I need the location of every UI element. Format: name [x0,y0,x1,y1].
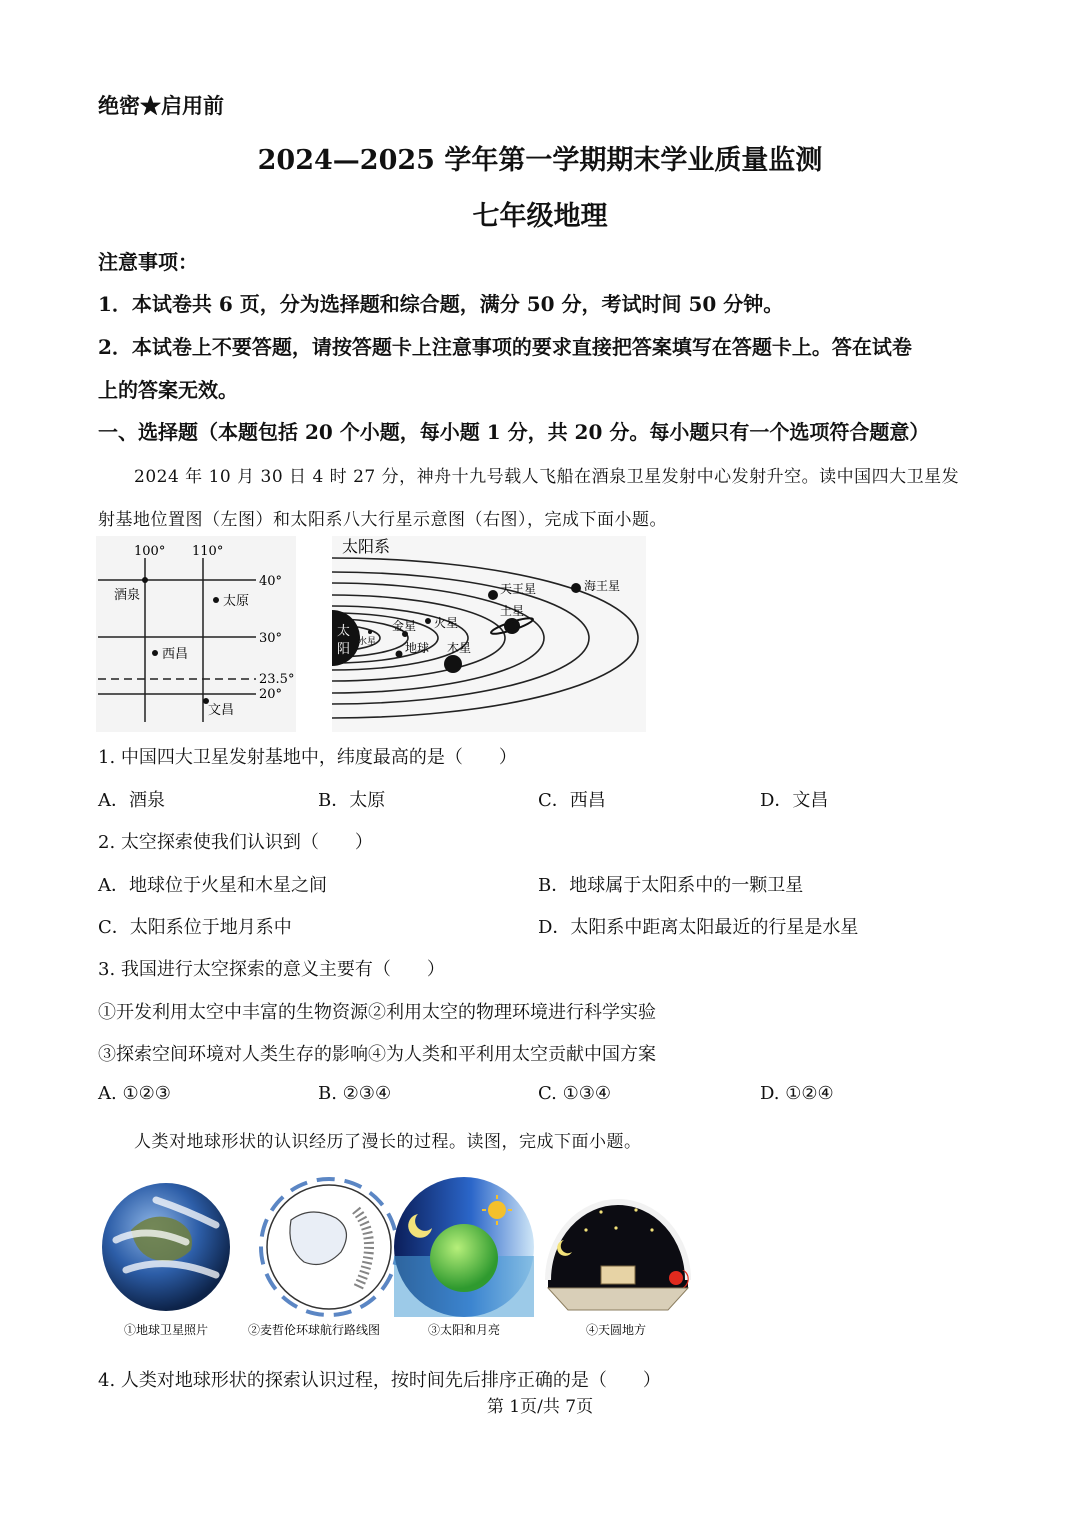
passage-1-line-1: 2024 年 10 月 30 日 4 时 27 分，神舟十九号载人飞船在酒泉卫星发射中心发射升空。读中国四大卫星发 [134,467,960,487]
passage-2: 人类对地球形状的认识经历了漫长的过程。读图，完成下面小题。 [134,1132,642,1152]
square-earth-icon [601,1266,635,1284]
notes-item-2-cont: 上的答案无效。 [98,378,238,402]
red-sun-icon [669,1271,683,1285]
q1-option-c: C．西昌 [538,790,606,811]
solar-title: 太阳系 [342,537,391,556]
venus-label: 金星 [392,619,417,633]
q3-statement-line-1: ①开发利用太空中丰富的生物资源②利用太空的物理环境进行科学实验 [98,1002,656,1023]
xichang-label: 西昌 [162,647,189,662]
q1-option-d: D．文昌 [760,790,829,811]
mercury-icon [368,630,372,634]
flat-earth-base [548,1288,688,1310]
neptune-label: 海王星 [584,579,621,593]
neptune-icon [571,583,581,593]
mars-icon [425,618,431,624]
saturn-label: 土星 [500,604,525,618]
taiyuan-dot [213,597,219,603]
confidential-label: 绝密★启用前 [98,93,224,118]
jiuquan-label: 酒泉 [114,588,141,603]
q2-option-c: C．太阳系位于地月系中 [98,917,292,938]
notes-item-2: 2．本试卷上不要答题，请按答题卡上注意事项的要求直接把答案填写在答题卡上。答在试卷 [98,335,912,359]
q3-option-d: D. ①②④ [760,1083,834,1104]
q2-option-d: D．太阳系中距离太阳最近的行星是水星 [538,917,859,938]
uranus-icon [488,590,498,600]
xichang-dot [152,650,158,656]
exam-title: 2024—2025 学年第一学期期末学业质量监测 [257,145,823,176]
lat-235-label: 23.5° [259,672,295,687]
q3-option-a: A. ①②③ [98,1083,171,1104]
taiyuan-label: 太原 [223,594,250,609]
uranus-label: 天王星 [500,582,537,596]
earth-shape-images [96,1170,696,1345]
sun-label-2: 阳 [337,642,351,657]
solar-system-diagram [332,536,646,732]
earth-label: 地球 [405,641,430,655]
earth-icon [396,651,403,658]
q2-option-a: A．地球位于火星和木星之间 [98,875,327,896]
lon-100-label: 100° [134,544,166,559]
launch-sites-map [96,536,296,732]
mars-label: 火星 [434,616,459,630]
mercury-label: 水星 [358,637,377,647]
exam-subtitle: 七年级地理 [472,201,608,232]
caption-1: ①地球卫星照片 [123,1323,209,1337]
lat-20-label: 20° [259,687,283,702]
sun-label-1: 太 [337,624,351,639]
image-magellan-route [248,1179,397,1337]
q3-option-b: B. ②③④ [318,1083,392,1104]
q3-statement-line-2: ③探索空间环境对人类生存的影响④为人类和平利用太空贡献中国方案 [98,1044,656,1065]
jiuquan-dot [142,577,148,583]
q4-stem: 4. 人类对地球形状的探索认识过程，按时间先后排序正确的是（ ） [98,1370,661,1391]
q2-option-b: B．地球属于太阳系中的一颗卫星 [538,875,804,896]
q1-option-a: A．酒泉 [98,790,165,811]
section-heading: 一、选择题（本题包括 20 个小题，每小题 1 分，共 20 分。每小题只有一个选项符合题意） [98,420,930,444]
caption-2: ②麦哲伦环球航行路线图 [247,1323,381,1337]
q2-stem: 2. 太空探索使我们认识到（ ） [98,832,373,853]
lat-40-label: 40° [259,574,283,589]
image-earth-photo [102,1183,230,1337]
q1-stem: 1. 中国四大卫星发射基地中，纬度最高的是（ ） [98,747,517,768]
sun-icon-small [488,1201,506,1219]
caption-3: ③太阳和月亮 [427,1323,501,1337]
image-round-heaven [548,1202,689,1337]
q1-option-b: B．太原 [318,790,386,811]
notes-item-1: 1．本试卷共 6 页，分为选择题和综合题，满分 50 分，考试时间 50 分钟。 [98,292,784,316]
caption-4: ④天圆地方 [585,1323,647,1337]
green-globe-icon [430,1224,498,1292]
image-sun-moon [394,1177,534,1337]
notes-heading: 注意事项： [98,250,198,274]
passage-1-line-2: 射基地位置图（左图）和太阳系八大行星示意图（右图），完成下面小题。 [98,510,667,530]
jupiter-label: 木星 [447,641,472,655]
lon-110-label: 110° [192,544,224,559]
lat-30-label: 30° [259,631,283,646]
q3-option-c: C. ①③④ [538,1083,611,1104]
q3-stem: 3. 我国进行太空探索的意义主要有（ ） [98,959,445,980]
wenchang-label: 文昌 [208,703,235,718]
jupiter-icon [444,655,462,673]
page-number: 第 1页/共 7页 [486,1397,594,1417]
